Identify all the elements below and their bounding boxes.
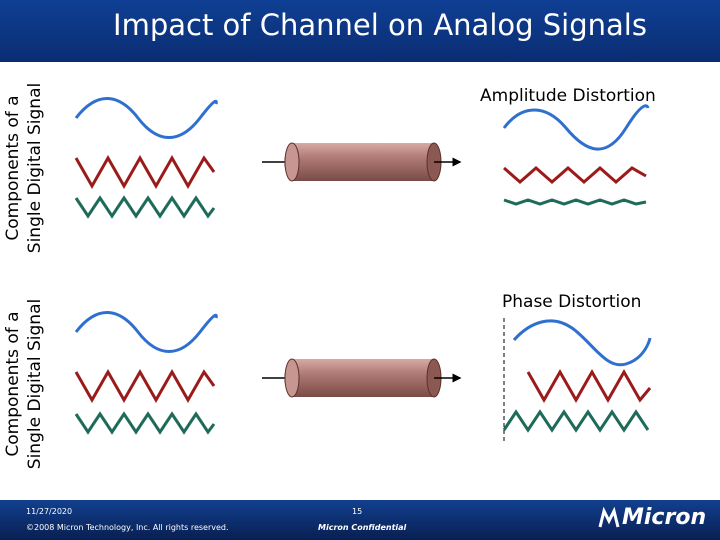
channel-bottom (262, 359, 460, 397)
channel-end-left-top (285, 143, 299, 181)
wave-red-input-bottom (76, 372, 214, 400)
output-waves-amplitude (504, 106, 648, 204)
footer-copyright: ©2008 Micron Technology, Inc. All rights reserved. (26, 523, 229, 532)
phase-distortion-label: Phase Distortion (502, 292, 642, 312)
components-label-line2: Single Digital Signal (25, 298, 45, 470)
amplitude-distortion-label: Amplitude Distortion (480, 86, 656, 106)
wave-red-output-amplitude (504, 168, 646, 182)
channel-top (262, 143, 460, 181)
footer-confidential: Micron Confidential (318, 523, 407, 532)
footer-date: 11/27/2020 (26, 507, 73, 516)
footer-page-number: 15 (352, 507, 363, 516)
components-label-line1: Components of a (3, 95, 23, 241)
input-waves-top (76, 99, 216, 217)
wave-green-input-bottom (76, 414, 214, 432)
components-label-line1: Components of a (3, 311, 23, 457)
micron-logo-text: Micron (622, 505, 707, 530)
wave-blue-input-bottom (76, 313, 216, 352)
components-label-line2: Single Digital Signal (25, 82, 45, 254)
input-waves-bottom (76, 313, 216, 433)
channel-pipe-bottom (292, 359, 434, 397)
wave-green-output-amplitude (504, 200, 646, 204)
wave-blue-output-phase (514, 321, 650, 365)
slide-title: Impact of Channel on Analog Signals (113, 8, 647, 42)
wave-blue-output-amplitude (504, 106, 648, 149)
wave-green-output-phase (504, 412, 648, 430)
wave-red-output-phase (528, 372, 650, 400)
channel-pipe-top (292, 143, 434, 181)
wave-blue-input-top (76, 99, 216, 138)
micron-logo-icon (598, 507, 620, 529)
wave-red-input-top (76, 158, 214, 186)
wave-green-input-top (76, 198, 214, 216)
channel-end-left-bottom (285, 359, 299, 397)
output-waves-phase (504, 318, 650, 442)
